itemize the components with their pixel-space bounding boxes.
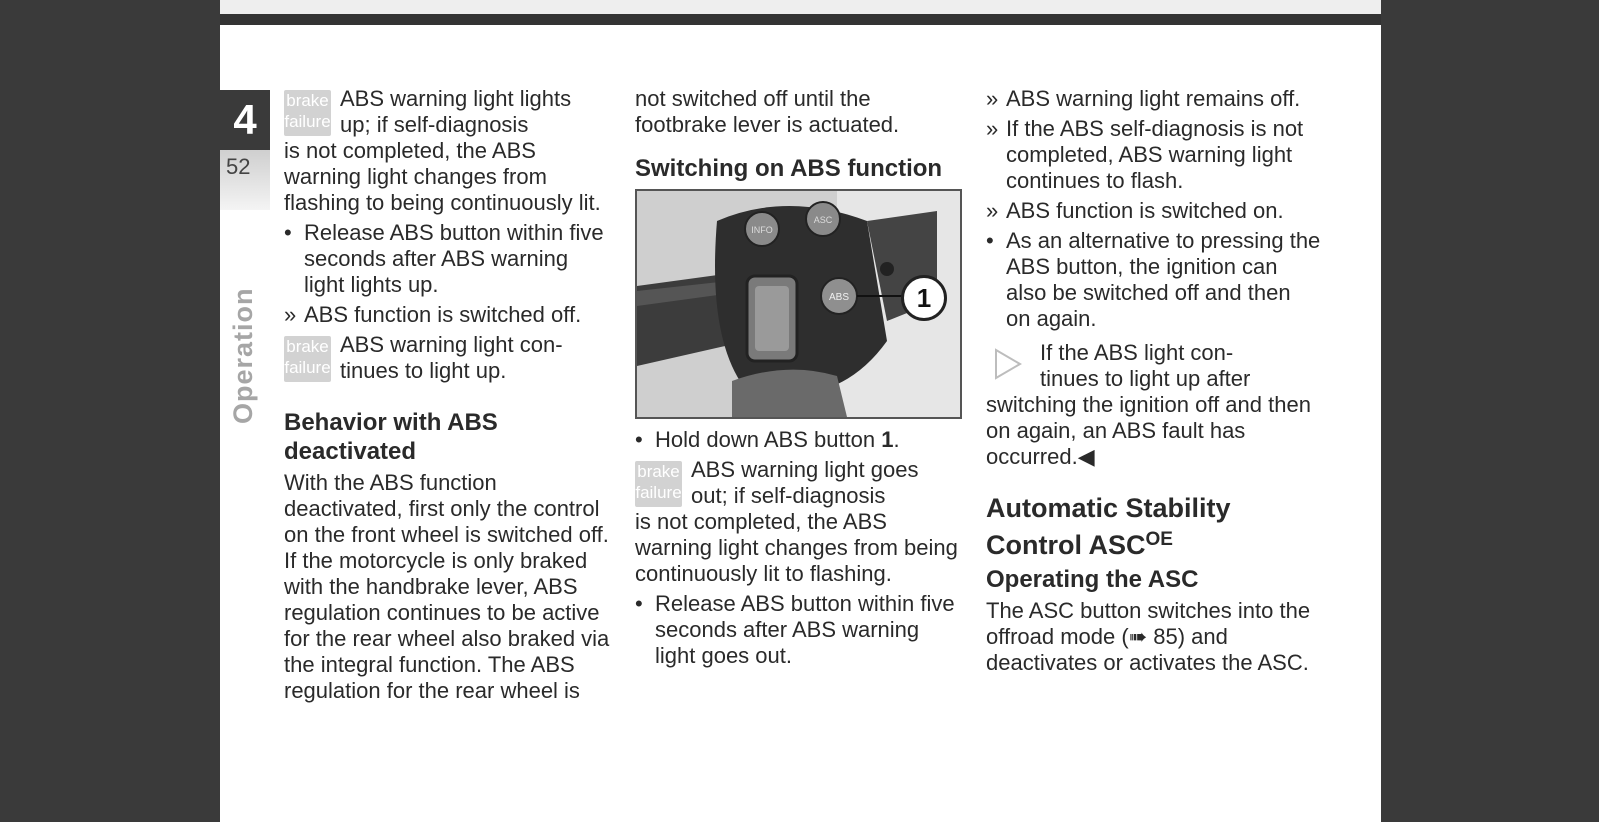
warning-note (635, 457, 965, 587)
warning-text-b: up; if self-diagnosis (340, 112, 529, 137)
result-item (986, 198, 1321, 224)
badge-line-2: failure (284, 358, 331, 377)
top-border-dark (220, 14, 1381, 25)
bullet-marker: • (635, 591, 643, 616)
info-note (986, 340, 1321, 470)
section-body: With the ABS function deactivated, first only the control on the front wheel is switched off. If the motorcycle is only braked with the handbrake lever, ABS regulation continues to be active for the rear wheel also braked via the integral function. The ABS regulation for the rear wheel is (284, 470, 610, 703)
bullet-text: Release ABS button within five seconds after ABS warning light lights up. (304, 220, 604, 297)
warning-note (284, 332, 614, 384)
warning-text-cont: is not completed, the ABS warning light changes from being continuously lit to flashing. (635, 509, 958, 586)
handlebar-switch-figure (635, 189, 962, 419)
warning-text-a: ABS warning light lights (340, 86, 572, 111)
heading-superscript: OE (1145, 529, 1173, 550)
column-3 (986, 86, 1321, 680)
warning-note (284, 86, 614, 216)
section-body (986, 598, 1321, 676)
section-heading (986, 492, 1321, 561)
column-2 (635, 86, 965, 673)
bullet-marker: • (635, 427, 643, 452)
continued-text: not switched off until the footbrake lever is actuated. (635, 86, 900, 137)
bullet-text: Release ABS button within five seconds after ABS warning light goes out. (655, 591, 955, 668)
badge-line-1: brake (286, 91, 329, 110)
bullet-marker: • (986, 228, 994, 253)
bullet-item (986, 228, 1321, 332)
end-marker-icon: ◀ (1077, 444, 1095, 469)
asc-button-label: ASC (813, 215, 833, 225)
warning-text-a: ABS warning light con- (340, 332, 563, 357)
result-item (284, 302, 614, 328)
warning-text-b: out; if self-diagnosis (691, 483, 886, 508)
warning-text-b: tinues to light up. (340, 358, 507, 383)
note-text-b: tinues to light up after (1040, 366, 1251, 391)
chapter-number: 4 (220, 90, 270, 150)
bullet-text-end: . (893, 427, 900, 452)
bullet-item (635, 427, 965, 453)
column-1 (284, 86, 614, 708)
bullet-bold-ref: 1 (881, 427, 894, 452)
bullet-item (635, 591, 965, 669)
result-item (986, 86, 1321, 112)
brake-failure-icon (284, 90, 331, 136)
bullet-item (284, 220, 614, 298)
warning-text-cont: is not completed, the ABS warning light changes from flashing to being continuously lit. (284, 138, 601, 215)
brake-failure-icon (635, 461, 682, 507)
result-text: ABS function is switched on. (1006, 198, 1284, 223)
body-text: The ASC button switches into the offroad mode ( (986, 598, 1311, 649)
badge-line-1: brake (637, 462, 680, 481)
page-number: 52 (226, 154, 251, 179)
result-text: If the ABS self-diagnosis is not completed, ABS warning light continues to flash. (1006, 116, 1304, 193)
note-triangle-icon (994, 348, 1022, 380)
top-border-light (220, 0, 1381, 14)
brake-failure-icon (284, 336, 331, 382)
subsection-heading: Operating the ASC (986, 566, 1199, 593)
result-marker: » (986, 116, 999, 141)
section-heading: Behavior with ABS deactivated (284, 409, 498, 465)
abs-button-label: ABS (828, 292, 850, 303)
result-marker: » (986, 86, 999, 111)
manual-page (220, 0, 1381, 822)
callout-number: 1 (901, 275, 947, 321)
result-item (986, 116, 1321, 194)
chapter-title: Operation (228, 287, 258, 424)
badge-line-2: failure (284, 112, 331, 131)
badge-line-2: failure (635, 483, 682, 502)
result-marker: » (986, 198, 999, 223)
body-text-end: ) and deactivates or activates the ASC. (986, 624, 1309, 675)
section-heading: Switching on ABS function (635, 155, 943, 182)
bullet-text: As an alternative to pressing the ABS button, the ignition can also be switched off and then on again. (1006, 228, 1321, 331)
result-text: ABS warning light remains off. (1006, 86, 1301, 111)
badge-line-1: brake (286, 337, 329, 356)
heading-main: Automatic Stability Control ASC (986, 493, 1231, 560)
page-reference-link[interactable]: ➠ 85 (1128, 624, 1178, 649)
result-text: ABS function is switched off. (304, 302, 582, 327)
result-marker: » (284, 302, 297, 327)
bullet-marker: • (284, 220, 292, 245)
note-text-cont: switching the ignition off and then on again, an ABS fault has occurred. (986, 392, 1311, 469)
info-button-label: INFO (751, 225, 773, 235)
warning-text-a: ABS warning light goes (691, 457, 919, 482)
note-text-a: If the ABS light con- (1040, 340, 1234, 365)
bullet-text: Hold down ABS button (655, 427, 882, 452)
